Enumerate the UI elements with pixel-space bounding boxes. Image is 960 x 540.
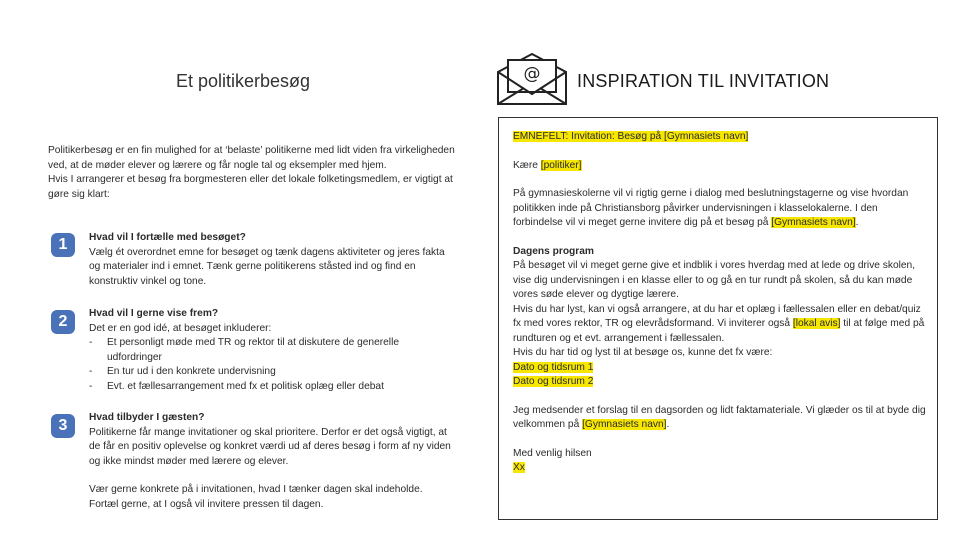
step-1-body: Vælg ét overordnet emne for besøget og tænk dagens aktiviteter og jeres fakta og materialer ind i emnet. Tænk gerne politikerens ståsted ind og find en konstruktiv vinkel og tone. <box>89 246 445 287</box>
step-1-text <box>89 231 451 289</box>
intro-paragraph-1: Politikerbesøg er en fin mulighed for at ‘belaste’ politikerne med lidt viden fra virkeligheden ved, at de møder elever og lærere og får nogle tal og eksempler med hjem. <box>48 145 455 171</box>
intro-paragraph-2: Hvis I arrangerer et besøg fra borgmesteren eller det lokale folketingsmedlem, er vigtigt at gøre sig klart: <box>48 174 453 200</box>
step-2-heading: Hvad vil I gerne vise frem? <box>89 308 219 319</box>
email-greeting: Kære [politiker] <box>513 159 582 171</box>
step-3-body: Politikerne får mange invitationer og skal prioritere. Derfor er det også vigtigt, at de får en positiv oplevelse og konkret værdi ud af deres besøg i form af ny viden og ikke mindst møder med lærere og elever. <box>89 426 451 467</box>
invitation-body <box>513 130 927 476</box>
program-text: På besøget vil vi meget gerne give et indblik i vores hverdag med at lede og drive skolen, vise dig undervisningen i en klasse eller to og gå en tur rundt på skolen, så du kan møde vores søde elever og dygtige lærere. <box>513 260 916 300</box>
email-program-section <box>513 245 927 390</box>
invitation-template-box <box>498 117 938 520</box>
email-subject: EMNEFELT: Invitation: Besøg på [Gymnasiets navn] <box>513 131 749 142</box>
left-title: Et politikerbesøg <box>176 71 311 91</box>
step-2-text <box>89 307 451 394</box>
step-2-bullet: - Evt. et fællesarrangement med fx et politisk oplæg eller debat <box>89 380 384 392</box>
closing-text: Vær gerne konkrete på i invitationen, hvad I tænker dagen skal indeholde. Fortæl gerne, at I også vil invitere pressen til dagen. <box>89 484 423 510</box>
step-3-heading: Hvad tilbyder I gæsten? <box>89 412 205 423</box>
step-2-badge: 2 <box>51 310 75 334</box>
email-signature: Xx <box>513 462 525 473</box>
email-paragraph-3: Jeg medsender et forslag til en dagsorden og lidt faktamateriale. Vi glæder os til at byde dig velkommen på [Gymnasiets navn]. <box>513 404 926 430</box>
step-3-badge: 3 <box>51 414 75 438</box>
program-heading: Dagens program <box>513 245 594 257</box>
step-2-bullet: - Et personligt møde med TR og rektor til at diskutere de generelle udfordringer <box>89 337 399 363</box>
step-2-bullet: - En tur ud i den konkrete undervisning <box>89 366 276 377</box>
step-2-body: Det er en god idé, at besøget inkluderer: <box>89 322 272 334</box>
dates-intro: Hvis du har tid og lyst til at besøge os, kunne det fx være: <box>513 347 773 358</box>
envelope-at-icon <box>496 52 568 106</box>
step-3-text <box>89 411 451 469</box>
date-option-1: Dato og tidsrum 1 <box>513 361 594 373</box>
step-1-heading: Hvad vil I fortælle med besøget? <box>89 232 246 243</box>
step-1-badge: 1 <box>51 233 75 257</box>
email-signoff: Med venlig hilsen <box>513 447 592 459</box>
svg-text:@: @ <box>523 64 541 84</box>
date-option-2: Dato og tidsrum 2 <box>513 376 594 387</box>
intro-text <box>48 144 460 202</box>
program-text-2: Hvis du har lyst, kan vi også arrangere, at du har et oplæg i fællessalen eller en debat/quiz fx med vores rektor, TR og elevrådsformand. Vi inviterer også [lokal avis] til at følge med på rundturen og et evt. arrangement i fællessalen. <box>513 303 925 344</box>
email-paragraph-1: På gymnasieskolerne vil vi rigtig gerne i dialog med beslutningstagerne og vise hvordan politikken inde på Christiansborg påvirker undervisningen i klasselokalerne. I den forbindelse vil vi meget gerne invitere dig på et besøg på [Gymnasiets navn]. <box>513 188 909 228</box>
right-title: INSPIRATION TIL INVITATION <box>577 71 830 91</box>
